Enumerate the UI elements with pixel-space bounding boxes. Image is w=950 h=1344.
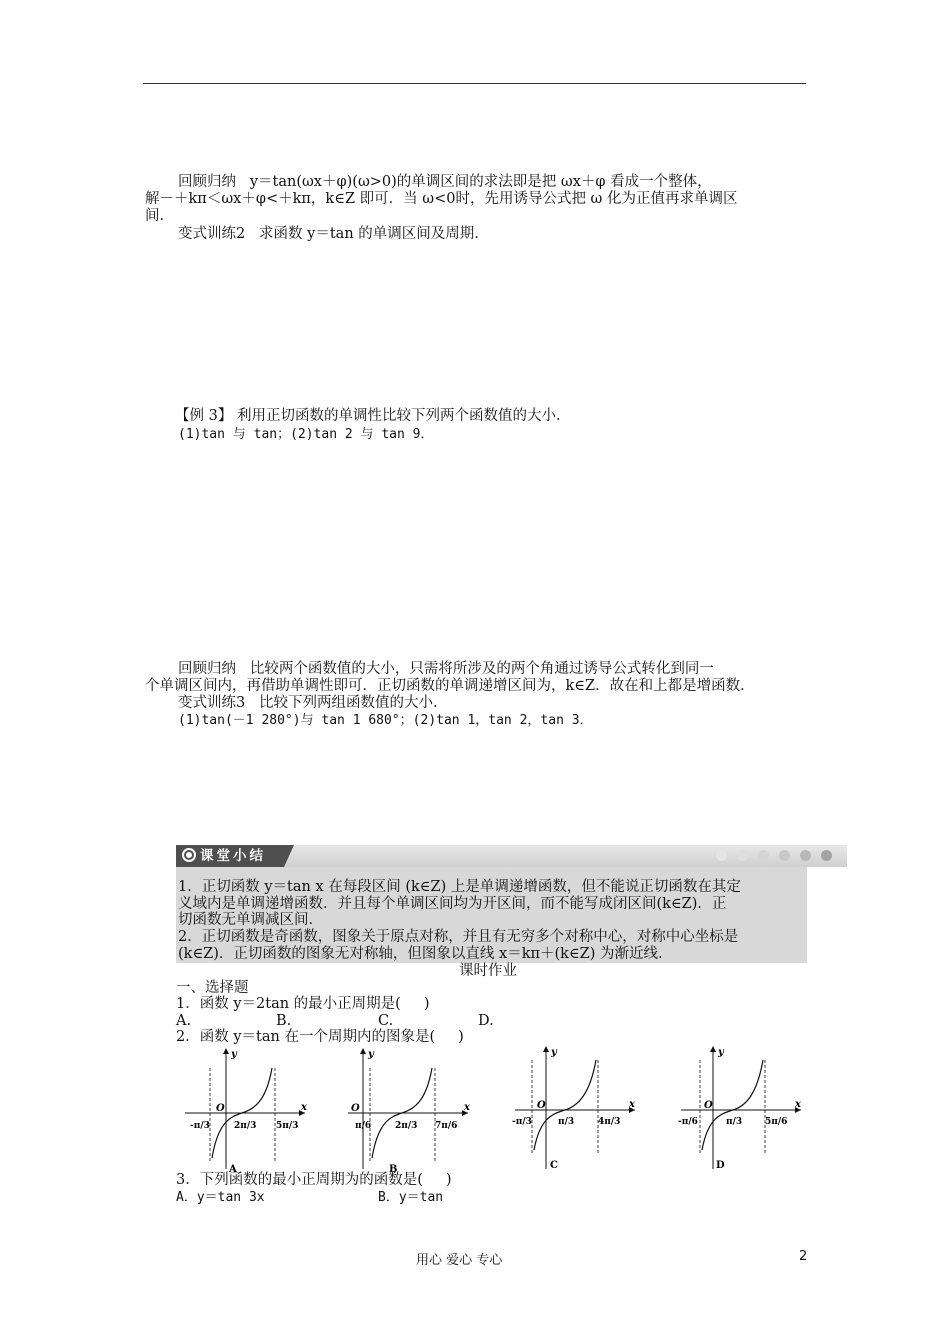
- left-tick-label: -π/6: [678, 1117, 698, 1127]
- y-arrow-icon: [543, 1046, 549, 1052]
- banner-dot-icon: [737, 850, 748, 861]
- graph-d: [676, 1044, 806, 1174]
- q1-option-d: D.: [478, 1013, 494, 1029]
- left-tick-label: -π/3: [190, 1121, 210, 1131]
- left-tick-label: π/6: [355, 1121, 372, 1131]
- homework-title: 课时作业: [459, 963, 517, 979]
- footer-text: 用心 爱心 专心: [416, 1253, 503, 1268]
- summary-line1: 1．正切函数 y＝tan x 在每段区间 (k∈Z) 上是单调递增函数，但不能说正切函数在其定: [178, 879, 741, 895]
- variant3-items: (1)tan(－1 280°)与 tan 1 680°；(2)tan 1，tan 2，tan 3．: [178, 713, 593, 728]
- x-label: x: [795, 1099, 801, 1110]
- banner-dot-icon: [758, 850, 769, 861]
- review2-line2: 个单调区间内，再借助单调性即可．正切函数的单调递增区间为，k∈Z．故在和上都是增函数．: [145, 678, 755, 694]
- mid-tick-label: 2π/3: [234, 1121, 257, 1131]
- banner-dot-icon: [716, 850, 727, 861]
- right-tick-label: 7π/6: [435, 1121, 458, 1131]
- page-number: 2: [799, 1249, 808, 1264]
- target-icon: [182, 848, 196, 862]
- variant3-title: 变式训练3 比较下列两组函数值的大小．: [178, 695, 448, 711]
- summary-banner: [176, 845, 847, 867]
- y-label: y: [368, 1049, 374, 1060]
- y-arrow-icon: [360, 1048, 366, 1054]
- right-tick-label: 5π/6: [765, 1117, 788, 1127]
- q1-option-b: B.: [276, 1013, 292, 1029]
- y-arrow-icon: [710, 1046, 716, 1052]
- graph-a: [180, 1044, 310, 1174]
- question-2: 2．函数 y＝tan 在一个周期内的图象是( ): [176, 1029, 464, 1045]
- question-1: 1．函数 y＝2tan 的最小正周期是( ): [176, 996, 430, 1012]
- y-arrow-icon: [223, 1048, 229, 1054]
- origin-label: O: [351, 1103, 360, 1114]
- q3-option-b: B．y＝tan: [378, 1190, 444, 1205]
- left-tick-label: -π/3: [512, 1117, 532, 1127]
- summary-line2: 义域内是单调递增函数．并且每个单调区间均为开区间，而不能写成闭区间(k∈Z)．正: [178, 896, 727, 912]
- origin-label: O: [216, 1103, 225, 1114]
- y-label: y: [551, 1047, 557, 1058]
- graph-letter: A: [229, 1164, 237, 1174]
- example3-title: 【例 3】 利用正切函数的单调性比较下列两个函数值的大小．: [175, 408, 571, 424]
- y-label: y: [718, 1047, 724, 1058]
- origin-label: O: [704, 1100, 713, 1111]
- mid-tick-label: π/3: [726, 1117, 743, 1127]
- summary-line5: (k∈Z)．正切函数的图象无对称轴，但图象以直线 x＝kπ＋(k∈Z) 为渐近线．: [178, 946, 673, 962]
- summary-banner-label: [176, 845, 284, 867]
- q1-option-a: A.: [176, 1013, 192, 1029]
- x-label: x: [301, 1102, 307, 1113]
- review1-line2: 解－＋kπ＜ωx＋φ<＋kπ，k∈Z 即可．当 ω<0时，先用诱导公式把 ω 化为正值再求单调区: [145, 191, 738, 207]
- banner-dot-icon: [779, 850, 790, 861]
- y-label: y: [231, 1049, 237, 1060]
- header-rule: [143, 83, 806, 84]
- x-label: x: [464, 1102, 470, 1113]
- review1-line3: 间．: [145, 208, 174, 224]
- q3-option-a: A．y＝tan 3x: [176, 1190, 265, 1205]
- variant2: 变式训练2 求函数 y＝tan 的单调区间及周期．: [178, 226, 489, 242]
- summary-box: [176, 867, 807, 963]
- banner-dot-icon: [800, 850, 811, 861]
- right-tick-label: 5π/3: [276, 1121, 299, 1131]
- origin-label: O: [537, 1100, 546, 1111]
- review2-line1: 回顾归纳 比较两个函数值的大小，只需将所涉及的两个角通过诱导公式转化到同一: [178, 661, 714, 677]
- review1-line1: 回顾归纳 y＝tan(ωx＋φ)(ω>0)的单调区间的求法即是把 ωx＋φ 看成一个整体，: [178, 174, 712, 190]
- right-tick-label: 4π/3: [598, 1117, 621, 1127]
- graph-c: [510, 1044, 640, 1174]
- summary-line3: 切函数无单调减区间．: [178, 912, 323, 928]
- example3-items: (1)tan 与 tan；(2)tan 2 与 tan 9．: [178, 427, 434, 442]
- mid-tick-label: π/3: [558, 1117, 575, 1127]
- graph-letter: D: [716, 1160, 725, 1171]
- homework-section: 一、选择题: [176, 980, 249, 996]
- x-label: x: [629, 1099, 635, 1110]
- graph-letter: B: [389, 1164, 398, 1174]
- mid-tick-label: 2π/3: [395, 1121, 418, 1131]
- banner-notch: [284, 845, 294, 867]
- summary-banner-text: 课堂小结: [200, 848, 266, 864]
- banner-dot-icon: [821, 850, 832, 861]
- question-3: 3．下列函数的最小正周期为的函数是( ): [176, 1172, 452, 1188]
- graph-b: [343, 1044, 473, 1174]
- q1-option-c: C.: [378, 1013, 394, 1029]
- graph-letter: C: [550, 1160, 558, 1171]
- summary-line4: 2．正切函数是奇函数，图象关于原点对称，并且有无穷多个对称中心，对称中心坐标是: [178, 929, 739, 945]
